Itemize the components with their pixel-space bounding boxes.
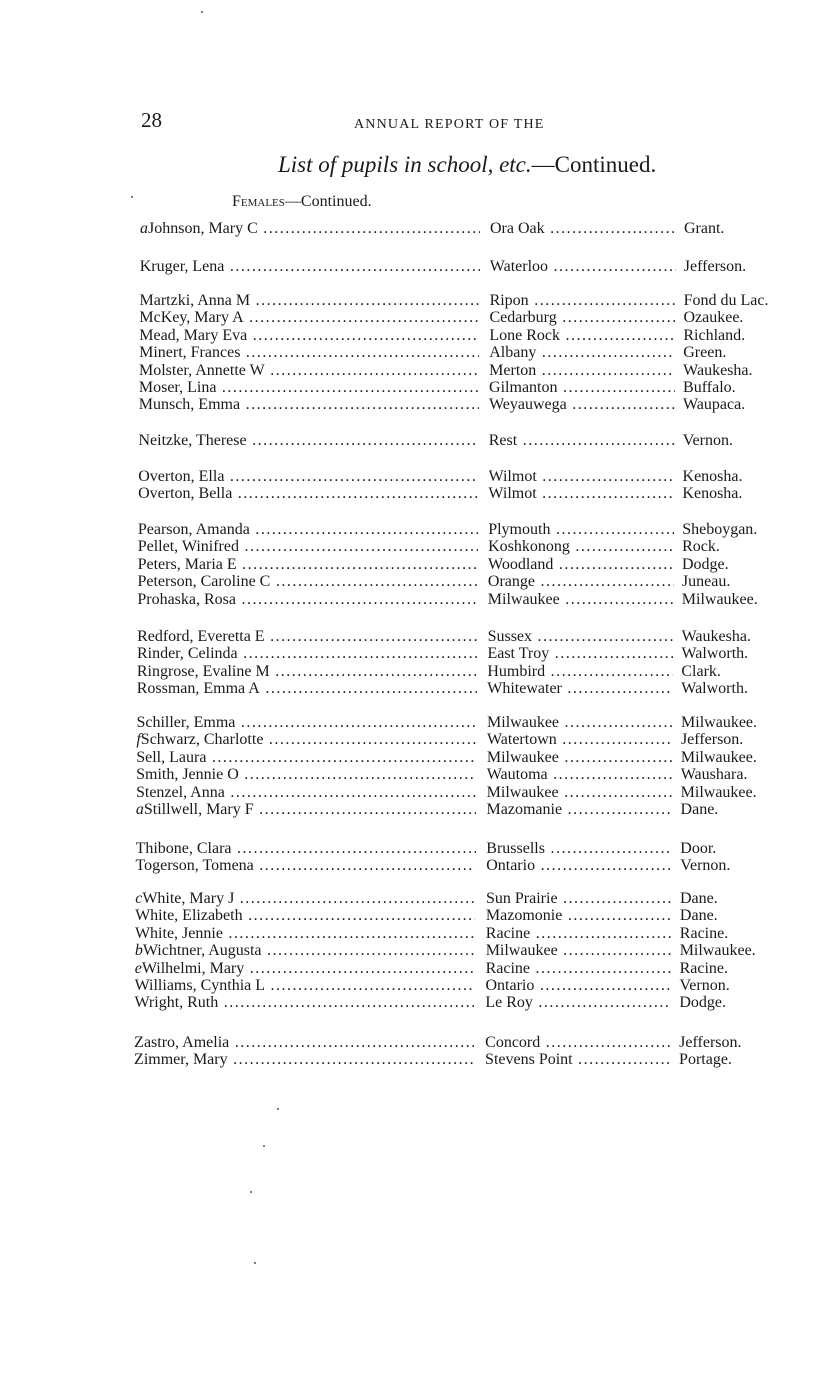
pupil-town: Milwaukee ..... [488, 591, 674, 609]
list-item [0, 573, 824, 591]
pupil-name-text: Ringrose, Evaline M [136, 662, 270, 680]
list-item [0, 645, 824, 663]
pupil-town: Humbird ..... [487, 663, 673, 681]
list-item [0, 556, 824, 574]
pupil-name [136, 840, 476, 858]
pupil-name-marker: b [134, 942, 143, 960]
pupil-county: Juneau. [681, 573, 731, 591]
list-item [0, 925, 824, 943]
pupil-name [137, 663, 477, 681]
pupil-name-text: Munsch, Emma [138, 396, 241, 414]
section-heading-label: Females [232, 193, 285, 210]
list-item [0, 432, 824, 450]
pupil-name [136, 766, 476, 784]
pupil-name-text: Pellet, Winifred [137, 538, 239, 556]
pupil-name [135, 857, 475, 875]
pupil-county: Waushara. [680, 766, 748, 784]
pupil-name-text: White, Mary J [142, 890, 235, 907]
paper-speck [254, 1262, 256, 1264]
pupil-town: Woodland ..... [488, 556, 674, 574]
pupil-name-text: Thibone, Clara [135, 840, 232, 857]
pupil-name [137, 680, 477, 698]
pupil-name [135, 977, 475, 995]
list-item [0, 994, 824, 1012]
list-item [0, 890, 824, 908]
pupil-name [136, 714, 476, 732]
paper-speck [263, 1145, 265, 1147]
pupil-name [139, 396, 479, 414]
list-item [0, 220, 824, 238]
pupil-county: Milwaukee. [679, 942, 756, 960]
pupil-county: Dane. [679, 907, 718, 925]
pupil-name [140, 258, 480, 276]
pupil-county: Milwaukee. [680, 783, 757, 801]
list-item [0, 960, 824, 978]
pupil-county: Buffalo. [683, 379, 736, 396]
pupil-name [134, 994, 474, 1012]
paper-speck [277, 1108, 279, 1110]
pupil-name-text: Stillwell, Mary F [143, 801, 254, 818]
pupil-name-marker: a [135, 801, 144, 818]
list-item [0, 379, 824, 397]
pupil-county: Walworth. [681, 680, 748, 698]
paper-speck [201, 11, 203, 13]
pupil-name-text: Zimmer, Mary [134, 1051, 228, 1069]
pupil-county: Grant. [684, 220, 725, 237]
pupil-county: Richland. [683, 326, 746, 344]
pupil-name-marker: a [140, 220, 148, 237]
pupil-name [139, 309, 479, 327]
pupil-name-text: Neitzke, Therese [138, 432, 247, 449]
pupil-county: Jefferson. [683, 258, 747, 275]
pupil-name [138, 485, 478, 503]
pupil-name-text: Moser, Lina [138, 379, 217, 396]
pupil-county: Door. [680, 840, 717, 857]
pupil-town: Stevens Point ..... [485, 1051, 671, 1069]
pupil-name [139, 327, 479, 345]
pupil-name [138, 556, 478, 574]
pupil-town: Watertown ..... [487, 731, 673, 749]
pupil-name [138, 521, 478, 539]
pupil-county: Kenosha. [682, 468, 743, 485]
pupil-name [137, 645, 477, 663]
paper-speck [250, 1191, 252, 1193]
pupil-name [137, 573, 477, 591]
list-item [0, 942, 824, 960]
pupil-name-text: Schwarz, Charlotte [140, 731, 264, 749]
pupil-name [138, 432, 478, 450]
pupil-county: Vernon. [679, 977, 730, 994]
list-item [0, 1034, 824, 1052]
list-item [0, 680, 824, 698]
list-title-italic: List of pupils in school, etc. [278, 152, 532, 177]
list-item [0, 628, 824, 646]
pupil-name-text: Rinder, Celinda [136, 645, 238, 663]
pupil-town: Wilmot ..... [488, 485, 674, 503]
pupil-county: Jefferson. [680, 731, 744, 749]
pupil-name [139, 292, 479, 310]
list-item [0, 538, 824, 556]
pupil-county: Racine. [679, 959, 729, 977]
pupil-county: Vernon. [682, 432, 733, 449]
list-item [0, 714, 824, 732]
pupil-town: Le Roy ..... [485, 994, 671, 1012]
paper-speck [131, 196, 133, 198]
list-item [0, 327, 824, 345]
pupil-name-text: Wright, Ruth [134, 994, 219, 1012]
pupil-name-text: Mead, Mary Eva [139, 326, 248, 344]
pupil-town: Koshkonong ..... [488, 538, 674, 556]
pupil-county: Dane. [680, 801, 719, 818]
pupil-town: Ora Oak ..... [490, 220, 676, 238]
pupil-name [136, 801, 476, 819]
pupil-town: Merton ..... [489, 362, 675, 380]
pupil-county: Jefferson. [679, 1034, 742, 1051]
page-number: 28 [141, 108, 162, 132]
list-item [0, 801, 824, 819]
pupil-name-marker: c [135, 890, 143, 907]
pupil-county: Fond du Lac. [683, 292, 769, 309]
pupil-name-text: Zastro, Amelia [134, 1034, 230, 1051]
list-item [0, 663, 824, 681]
list-item [0, 857, 824, 875]
pupil-name-text: Overton, Ella [138, 468, 225, 485]
pupil-name-text: Overton, Bella [138, 485, 233, 503]
pupil-town: Sun Prairie ..... [486, 890, 672, 908]
section-heading-suffix: —Continued. [284, 193, 372, 210]
list-item [0, 344, 824, 362]
pupil-name-text: White, Elizabeth [135, 907, 243, 925]
pupil-town: Lone Rock ..... [489, 327, 675, 345]
list-title-suffix: —Continued. [531, 152, 657, 177]
pupil-town: Racine ..... [486, 925, 672, 943]
pupil-name-text: Peterson, Caroline C [137, 573, 271, 591]
pupil-county: Waupaca. [682, 396, 746, 414]
pupil-name [135, 925, 475, 943]
list-item [0, 292, 824, 310]
list-item [0, 468, 824, 486]
pupil-town: Whitewater ..... [487, 680, 673, 698]
pupil-town: Milwaukee ..... [486, 942, 672, 960]
pupil-town: East Troy ..... [487, 645, 673, 663]
list-item [0, 977, 824, 995]
pupil-town: Orange ..... [488, 573, 674, 591]
pupil-town: Brussells ..... [486, 840, 672, 858]
pupil-town: Plymouth ..... [488, 521, 674, 539]
pupil-name-text: Redford, Everetta E [137, 628, 265, 645]
pupil-name [135, 942, 475, 960]
list-item [0, 840, 824, 858]
pupil-town: Cedarburg ..... [489, 309, 675, 327]
list-item [0, 784, 824, 802]
pupil-county: Ozaukee. [683, 309, 744, 327]
pupil-town: Albany ..... [489, 344, 675, 362]
list-item [0, 258, 824, 276]
list-item [0, 521, 824, 539]
pupil-name-marker: e [134, 959, 142, 977]
pupil-name [138, 468, 478, 486]
pupil-county: Rock. [682, 538, 720, 556]
pupil-name [134, 1051, 474, 1069]
pupil-name [140, 220, 480, 238]
list-item [0, 907, 824, 925]
list-item [0, 766, 824, 784]
pupil-name-text: Pearson, Amanda [137, 521, 250, 538]
pupil-county: Milwaukee. [680, 748, 757, 766]
pupil-name-text: Smith, Jennie O [136, 766, 239, 784]
pupil-name [139, 344, 479, 362]
pupil-name [138, 538, 478, 556]
pupil-name [135, 960, 475, 978]
list-item [0, 731, 824, 749]
pupil-town: Sussex ..... [488, 628, 674, 646]
pupil-name [139, 362, 479, 380]
pupil-name [136, 749, 476, 767]
pupil-county: Milwaukee. [681, 714, 758, 731]
list-item [0, 396, 824, 414]
pupil-name-text: Williams, Cynthia L [134, 977, 266, 994]
pupil-name-text: Peters, Maria E [137, 555, 237, 573]
pupil-name-text: Johnson, Mary C [148, 220, 258, 237]
pupil-name-text: Schiller, Emma [136, 714, 236, 731]
pupil-county: Portage. [679, 1051, 732, 1069]
pupil-town: Racine ..... [486, 960, 672, 978]
pupil-town: Mazomonie ..... [486, 907, 672, 925]
pupil-town: Concord ..... [485, 1034, 671, 1052]
pupil-name [136, 731, 476, 749]
pupil-name [135, 890, 475, 908]
pupil-town: Milwaukee ..... [487, 714, 673, 732]
pupil-town: Ontario ..... [486, 857, 672, 875]
list-item [0, 485, 824, 503]
list-item [0, 1051, 824, 1069]
pupil-town: Ripon ..... [490, 292, 676, 310]
pupil-county: Green. [683, 344, 727, 362]
pupil-county: Walworth. [681, 645, 749, 663]
pupil-name-text: Stenzel, Anna [135, 783, 225, 801]
pupil-county: Dane. [680, 890, 718, 907]
pupil-name-text: Sell, Laura [136, 748, 207, 766]
pupil-town: Ontario ..... [485, 977, 671, 995]
pupil-county: Dodge. [679, 994, 727, 1012]
running-head: ANNUAL REPORT OF THE [354, 117, 545, 132]
pupil-name-text: Prohaska, Rosa [137, 590, 236, 608]
pupil-county: Waukesha. [683, 361, 753, 379]
pupil-name [139, 379, 479, 397]
pupil-county: Milwaukee. [681, 590, 758, 608]
pupil-name-text: Wichtner, Augusta [142, 942, 262, 960]
pupil-county: Sheboygan. [682, 521, 758, 538]
pupil-town: Rest ..... [489, 432, 675, 450]
pupil-name-text: Minert, Frances [139, 344, 241, 362]
pupil-county: Clark. [681, 662, 721, 680]
pupil-county: Dodge. [682, 555, 729, 573]
pupil-name-text: McKey, Mary A [139, 309, 244, 327]
pupil-county: Vernon. [680, 857, 731, 875]
pupil-county: Kenosha. [682, 485, 743, 503]
pupil-name-text: Martzki, Anna M [139, 292, 251, 309]
pupil-town: Waterloo ..... [490, 258, 676, 276]
pupil-town: Gilmanton ..... [489, 379, 675, 397]
list-item [0, 749, 824, 767]
pupil-town: Wilmot ..... [489, 468, 675, 486]
pupil-name-text: Kruger, Lena [139, 258, 225, 275]
pupil-name [137, 591, 477, 609]
pupil-name-text: Rossman, Emma A [136, 680, 260, 698]
pupil-name-text: Molster, Annette W [138, 361, 265, 379]
pupil-town: Milwaukee ..... [487, 784, 673, 802]
pupil-county: Waukesha. [681, 628, 751, 645]
pupil-name [137, 628, 477, 646]
pupil-name-text: White, Jennie [134, 924, 223, 942]
pupil-town: Milwaukee ..... [487, 749, 673, 767]
pupil-name-marker: f [136, 731, 141, 749]
pupil-name [135, 907, 475, 925]
list-item [0, 591, 824, 609]
pupil-name-text: Wilhelmi, Mary [141, 959, 245, 977]
pupil-county: Racine. [679, 924, 729, 942]
pupil-town: Mazomanie ..... [487, 801, 673, 819]
pupil-name-text: Togerson, Tomena [135, 857, 254, 875]
pupil-town: Wautoma ..... [487, 766, 673, 784]
pupil-town: Weyauwega ..... [489, 396, 675, 414]
list-item [0, 362, 824, 380]
pupil-name [134, 1034, 474, 1052]
list-item [0, 309, 824, 327]
pupil-name [136, 784, 476, 802]
